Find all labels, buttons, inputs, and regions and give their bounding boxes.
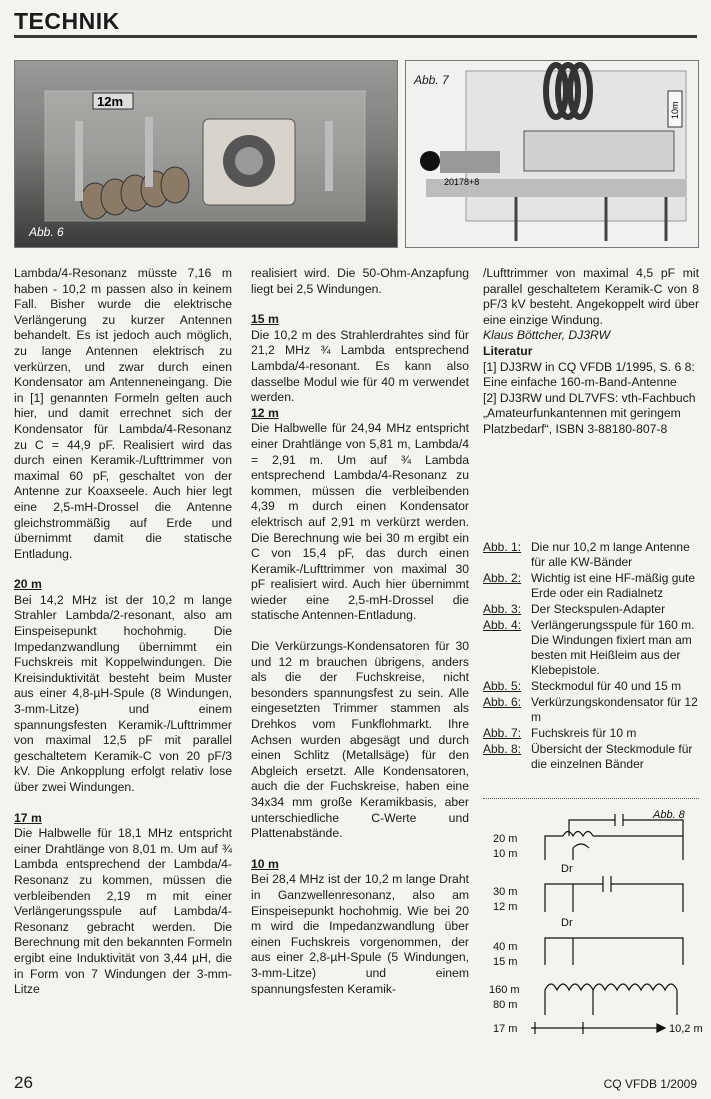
paragraph: Die Halbwelle für 18,1 MHz entspricht einer Drahtlänge von 8,01 m. Um auf ¾ Lambda entsprechend der Lambda/4-Resonanz zu kommen, müssen die verbleibenden 2,19 m mit einer Verlängerungsspule auf Lambda/4-Resonanz gebracht werden. Die Berechnung mit den bekannten Formeln ergibt eine Induktivität von 3,44 µH, die in Form von 7 Windungen der 3-mm-Litze: [14, 826, 232, 997]
row3-circuit: [545, 938, 683, 965]
list-item: Abb. 4: Verlängerungsspule für 160 m. Die Windungen fixiert man am besten mit Heißleim aus der Klebepistole.: [483, 618, 695, 677]
row2-label-b: 12 m: [493, 901, 518, 913]
subheading-15m: 15 m: [251, 312, 279, 327]
paragraph: Die Halbwelle für 24,94 MHz entspricht einer Drahtlänge von 5,81 m, Lambda/4 = 2,91 m. Um auf ¾ Lambda entsprechend Lambda/4-Resonanz zu kommen, müssen die verbleibenden 4,39 m durch einen Kondensator elektrisch auf 2,91 m verkürzt werden. Die Berechnung wie bei 30 m ergibt ein C von 15,4 pF, das durch einen Keramik-/Lufttrimmer von maximal 30 pF realisiert wird. Auch hier übernimmt wieder eine 2,5-mH-Drossel die statische Antennen-Entladung.: [251, 421, 469, 623]
row2-label-a: 30 m: [493, 886, 518, 898]
subheading-17m: 17 m: [14, 810, 42, 825]
row4-label-a: 160 m: [489, 984, 520, 996]
list-item: Abb. 2: Wichtig ist eine HF-mäßig gute Erde oder ein Radialnetz: [483, 571, 696, 600]
list-item: Abb. 1: Die nur 10,2 m lange Antenne für alle KW-Bänder: [483, 540, 690, 569]
paragraph: Die Verkürzungs-Kondensatoren für 30 und 12 m brauchen übrigens, anders als die der Fuchskreise, nicht besonders spannungsfest zu sein. Alle eingesetzten Trimmer stammen als Drehkos vom Funkflohmarkt. Ihre Achsen wurden abgesägt und durch einen Schlitz (Metallsäge) für den Abgleich ersetzt. Alle Kondensatoren, auch die der Fuchskreise, haben eine 34x34 mm große Keramikbasis, aber unterschiedliche C-Werte und Plattenabstände.: [251, 639, 469, 841]
list-item: Abb. 7: Fuchskreis für 10 m: [483, 726, 637, 740]
abb6-caption: Abb. 6: [29, 225, 64, 239]
reference-2: [2] DJ3RW und DL7VFS: vth-Fachbuch „Amateurfunkantennen mit geringem Platzbedarf“, ISBN 3-88180-807-8: [483, 390, 696, 436]
abb6-board-label: 12m: [97, 94, 124, 109]
list-item: Abb. 8: Übersicht der Steckmodule für die einzelnen Bänder: [483, 742, 693, 771]
row5-label-left: 17 m: [493, 1023, 518, 1035]
schematic-abb8: [483, 800, 703, 1050]
journal-issue: CQ VFDB 1/2009: [603, 1077, 697, 1091]
paragraph: Bei 14,2 MHz ist der 10,2 m lange Strahler Lambda/2-resonant, also am Einspeisepunkt hochohmig. Die Impedanzwandlung übernimmt ein Fuchskreis mit Koppelwindungen. Die Kreisinduktivität besteht beim Muster aus einer 4,8-µH-Spule (8 Windungen, 3-mm-Litze) und einem spannungsfesten Keramik-/Lufttrimmer von maximal 12,5 pF mit parallel geschaltetem Keramik-C von 20 pF/3 kV. Die Ankopplung erfolgt relativ lose über zwei Windungen.: [14, 592, 232, 794]
header-rule: [14, 35, 697, 38]
list-item: Abb. 5: Steckmodul für 40 und 15 m: [483, 679, 682, 693]
abb7-part-label: 20178+8: [444, 177, 480, 187]
author: Klaus Böttcher, DJ3RW: [483, 328, 611, 343]
divider: [483, 798, 699, 799]
paragraph: Die 10,2 m des Strahlerdrahtes sind für 21,2 MHz ¾ Lambda entsprechend Lambda/4-resonant. Es kann also dasselbe Modul wie für 40 m verwendet werden.: [251, 327, 469, 405]
row2-choke-label: Dr: [561, 863, 573, 875]
subheading-12m: 12 m: [251, 405, 279, 420]
list-item: Abb. 3: Der Steckspulen-Adapter: [483, 602, 666, 616]
section-title: TECHNIK: [14, 8, 120, 34]
paragraph: /Lufttrimmer von maximal 4,5 pF mit parallel geschaltetem Keramik-C von 8 pF/3 kV besteht. Angekoppelt wird über eine einzige Windung.: [483, 266, 699, 327]
photo-abb6: [14, 60, 398, 248]
row3-choke-label: Dr: [561, 917, 573, 929]
row3-label-a: 40 m: [493, 941, 518, 953]
photo-abb7: [405, 60, 699, 248]
column-3: [483, 266, 699, 438]
abb7-caption: Abb. 7: [414, 73, 449, 87]
photo-abb7-drawing: [406, 61, 698, 247]
figure-caption-list: [483, 540, 699, 773]
abb8-caption: Abb. 8: [653, 809, 685, 821]
abb7-board-label: 10m: [670, 101, 680, 119]
paragraph: Bei 28,4 MHz ist der 10,2 m lange Draht in Ganzwellenresonanz, also am Einspeisepunkt hochohmig. Wie bei 20 m wird die Impedanzwandlung über einen Fuchskreis vorgenommen, der aus einer 2,8-µH-Spule (5 Windungen, 3-mm-Litze) und einem spannungsfesten Keramik-: [251, 872, 469, 996]
page-number: 26: [14, 1073, 33, 1092]
row1-label-b: 10 m: [493, 848, 518, 860]
literature-heading: Literatur: [483, 343, 533, 358]
row5-label-right: 10,2 m: [669, 1023, 703, 1035]
row4-circuit: [545, 984, 677, 1015]
column-1: [14, 266, 232, 998]
paragraph: Lambda/4-Resonanz müsste 7,16 m haben - 10,2 m passen also in keinem Fall. Bisher wurde die elektrische Verlängerung zu kurzer Antennen behandelt. Es ist jedoch auch möglich, zu lange Antennen elektrisch zu verkürzen, und zwar durch einen Kondensator am Antenneneingang. Die in [1] genannten Formeln gelten auch hier, und damit errechnet sich der Kondensator für Lambda/4-Resonanz zu C = 44,9 pF. Realisiert wird das durch einen Keramik-/Lufttrimmer von maximal 60 pF, geschaltet von der Antenne zur Koaxseele. Auch hier legt eine 2,5-mH-Drossel die Antenne gleichstrommäßig auf Erde und übernimmt damit die statische Entladung.: [14, 266, 232, 561]
row5-circuit: [531, 1022, 665, 1034]
photo-abb6-drawing: [15, 61, 397, 247]
subheading-10m: 10 m: [251, 856, 279, 871]
row3-label-b: 15 m: [493, 956, 518, 968]
list-item: Abb. 6: Verkürzungskondensator für 12 m: [483, 695, 698, 724]
reference-1: [1] DJ3RW in CQ VFDB 1/1995, S. 6 8: Eine einfache 160-m-Band-Antenne: [483, 359, 695, 390]
subheading-20m: 20 m: [14, 577, 42, 592]
column-2: [251, 266, 469, 997]
paragraph: realisiert wird. Die 50-Ohm-Anzapfung liegt bei 2,5 Windungen.: [251, 266, 469, 296]
row2-circuit: [545, 876, 683, 912]
row1-label-a: 20 m: [493, 833, 518, 845]
row4-label-b: 80 m: [493, 999, 518, 1011]
